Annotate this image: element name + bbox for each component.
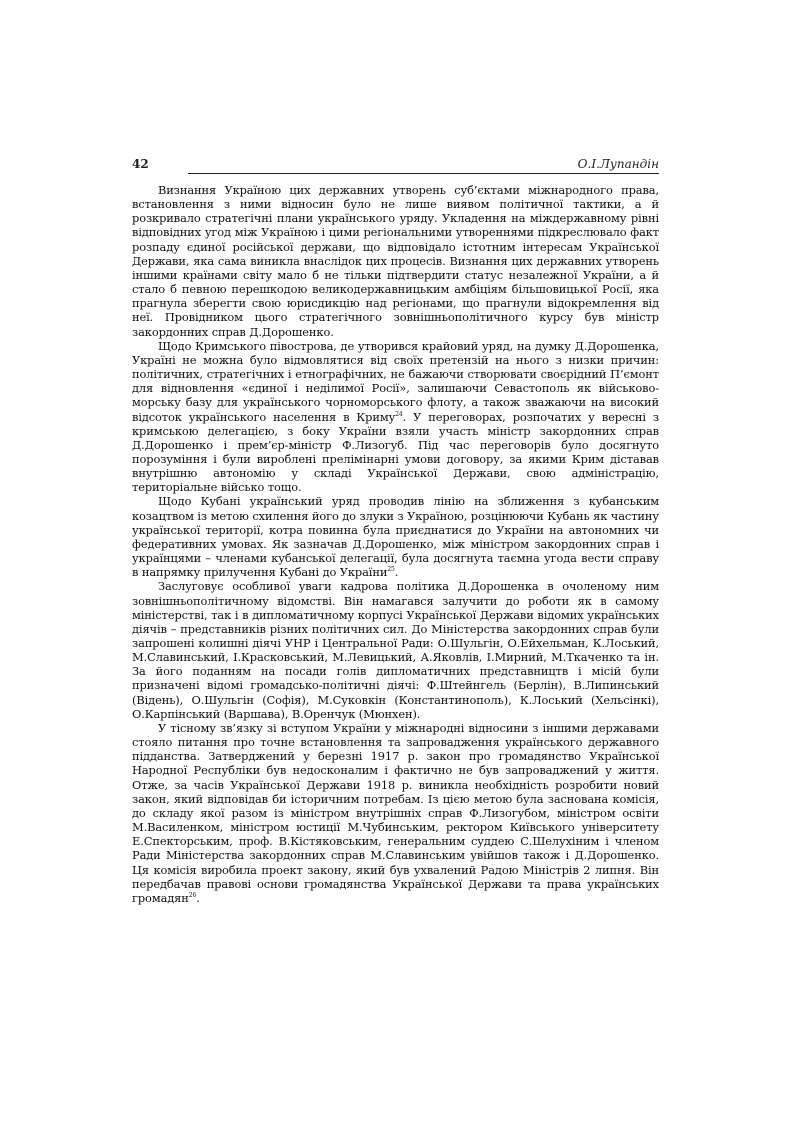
footnote-ref: 24 (395, 410, 403, 418)
paragraph-text: . У переговорах, розпочатих у вересні з кримською делегацією, з боку України взяли участь міністр закордонних справ Д.Дорошенко і прем’єр-міністр Ф.Лизогуб. Під час переговорів було досягнуто порозуміння і були вироблені прелімінарні умови договору, за якими Крим діставав внутрішню автономію у складі Української Держави, свою адміністрацію, територіальне військо тощо. (132, 409, 660, 495)
paragraph: Заслуговує особливої уваги кадрова політика Д.Дорошенка в очоленому ним зовнішньополітичному відомстві. Він намагався залучити до роботи як в самому міністерстві, так і в дипломатичному корпусі Української Держави відомих українських діячів – представників різних політичних сил. До Міністерства закордонних справ були запрошені колишні діячі УНР і Центральної Ради: О.Шульгін, О.Ейхельман, К.Лоський, М.Славинський, І.Красковський, М.Левицький, А.Яковлів, І.Мирний, М.Ткаченко та ін. За його поданням на посади голів дипломатичних представництв і місій були призначені відомі громадсько-політичні діячі: Ф.Штейнгель (Берлін), В.Липинський (Відень), О.Шульгін (Софія), М.Суковкін (Константинополь), К.Лоський (Хельсінкі), О.Карпінський (Варшава), В.Оренчук (Мюнхен). (132, 579, 659, 721)
paragraph: Визнання Україною цих державних утворень суб’єктами міжнародного права, встановлення з ними відносин було не лише виявом політичної тактики, а й розкривало стратегічні плани українського уряду. Укладення на міждержавному рівні відповідних угод між Україною і цими регіональними утвореннями підкреслювало факт розпаду єдиної російської держави, що відповідало істотним інтересам Української Держави, яка сама виникла внаслідок цих процесів. Визнання цих державних утворень іншими країнами світу мало б не тільки підтвердити статус незалежної України, а й стало б певною перешкодою великодержавницьким амбіціям більшовицької Росії, яка прагнула зберегти свою юрисдикцію над регіонами, що прагнули відокремлення від неї. Провідником цього стратегічного зовнішньополітичного курсу був міністр закордонних справ Д.Дорошенко. (132, 183, 659, 339)
paragraph-text: . (394, 565, 399, 580)
footnote-ref: 26 (188, 892, 197, 900)
body-text (132, 183, 659, 905)
paragraph-text: Щодо Кубані український уряд проводив лінію на зближення з кубанським козацтвом із метою схилення його до злуки з Україною, розцінюючи Кубань як частину української території, котра повинна була приєднатися до України на автономних чи федеративних умовах. Як зазначав Д.Дорошенко, між міністром закордонних справ і українцями – членами кубанської делегації, була досягнута таємна угода вести справу в напрямку прилучення Кубані до України (132, 494, 659, 580)
header-rule (188, 173, 659, 174)
page-header (132, 157, 659, 175)
paragraph (132, 721, 659, 905)
footnote-ref: 25 (387, 566, 395, 574)
paragraph-text: . (196, 890, 200, 905)
running-head: О.І.Лупандін (577, 157, 659, 171)
paragraph-text: Щодо Кримського півострова, де утворився крайовий уряд, на думку Д.Дорошенка, Україні не можна було відмовлятися від своїх претензій на нього з низки причин: політичних, стратегічних і етнографічних, не бажаючи створювати своєрідний П’ємонт для відновлення «єдиної і неділимої Росії», залишаючи Севастополь як військово-морську базу для українського чорноморського флоту, а також зважаючи на високий відсоток українського населення в Криму (132, 338, 659, 424)
paragraph (132, 339, 659, 495)
paragraph-text: У тісному зв’язку зі вступом України у міжнародні відносини з іншими державами стояло питання про точне встановлення та запровадження українського державного підданства. Затверджений у березні 1917 р. закон про громадянство Української Народної Республіки був недосконалим і фактично не був запроваджений у життя. Отже, за часів Української Держави 1918 р. виникла необхідність розробити новий закон, який відповідав би історичним потребам. Із цією метою була заснована комісія, до складу якої разом із міністром внутрішніх справ Ф.Лизогубом, міністром освіти М.Василенком, міністром юстиції М.Чубинським, ректором Київського університету Е.Спекторським, проф. В.Кістяковським, генеральним суддею С.Шелухіним і членом Ради Міністерства закордонних справ М.Славинським увійшов також і Д.Дорошенко. Ця комісія виробила проект закону, який був ухвалений Радою Міністрів 2 липня. Він передбачав правові основи громадянства Української Держави та права українських громадян (132, 720, 659, 905)
paragraph (132, 494, 659, 579)
page-number: 42 (132, 157, 149, 171)
